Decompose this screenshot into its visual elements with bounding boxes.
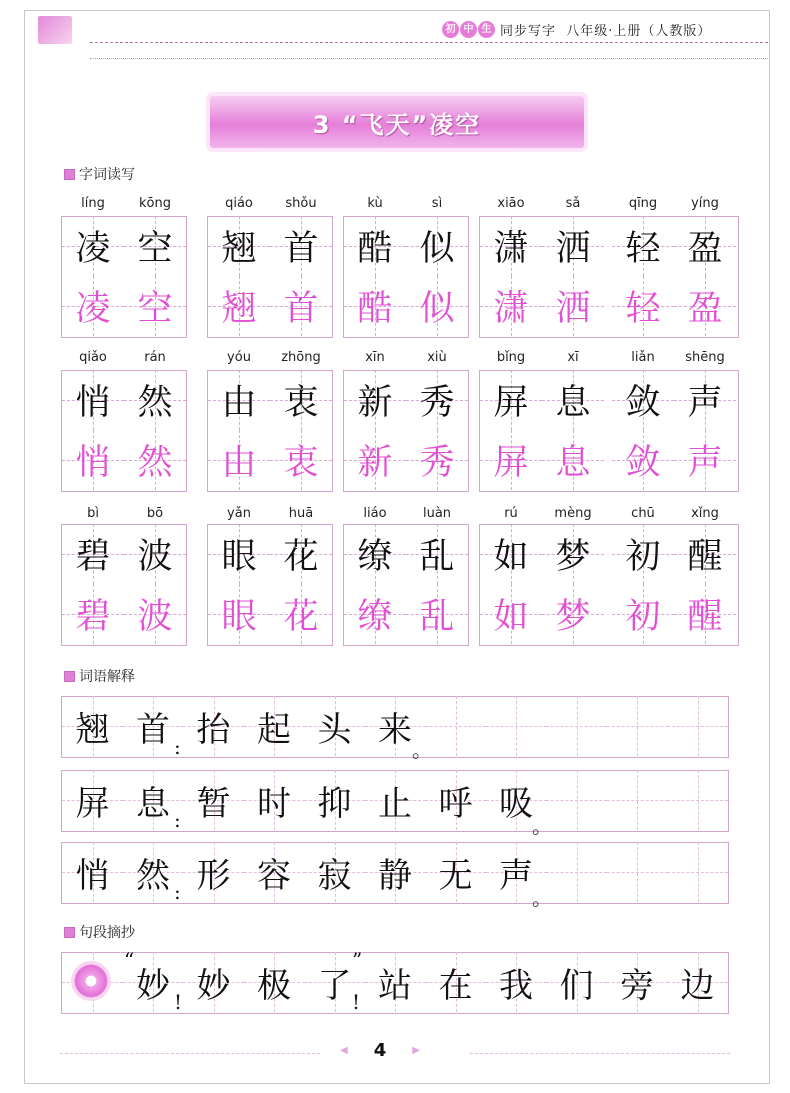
period-mark: 。 [532,886,552,910]
trace-character: 醒 [674,584,736,644]
square-bullet-icon [64,169,75,180]
explanation-cell: 时 [244,770,305,830]
model-character: 醒 [674,524,736,584]
flower-icon [71,961,111,1001]
header-divider [90,42,768,43]
period-mark: 。 [412,738,432,762]
model-character: 息 [542,370,604,430]
pinyin-label: kōng [139,196,171,211]
model-character: 空 [124,216,186,276]
section-explain: 词语解释 [64,666,135,686]
explanation-cell: 首 [123,696,184,756]
pinyin-label: qiǎo [79,350,107,365]
explanation-cell: 无 [425,842,486,902]
period-mark: 。 [532,814,552,838]
excerpt-cell: 们 [546,952,607,1012]
explanation-cell [486,696,547,756]
pinyin-label: kù [367,196,383,211]
model-character: 敛 [612,370,674,430]
trace-character: 潇 [480,276,542,336]
model-character: 初 [612,524,674,584]
pinyin-label: sì [431,196,443,211]
model-character: 洒 [542,216,604,276]
trace-character: 缭 [344,584,406,644]
pinyin-label: xiù [427,350,447,365]
model-character: 屏 [480,370,542,430]
trace-character: 如 [480,584,542,644]
pinyin-label: shǒu [285,196,317,211]
excerpt-cell: 旁 [607,952,668,1012]
trace-character: 首 [270,276,332,336]
trace-character: 似 [406,276,468,336]
excerpt-cell: 站 [365,952,426,1012]
model-character: 声 [674,370,736,430]
explanation-cell [607,842,668,902]
pinyin-label: xiāo [497,196,525,211]
model-character: 盈 [674,216,736,276]
trace-character: 梦 [542,584,604,644]
pinyin-label: bō [146,506,164,521]
explanation-cell: 容 [244,842,305,902]
trace-character: 酷 [344,276,406,336]
trace-character: 秀 [406,430,468,490]
explanation-cell: 形 [183,842,244,902]
model-character: 凌 [62,216,124,276]
model-character: 然 [124,370,186,430]
pinyin-label: yóu [227,350,251,365]
pinyin-label: qiáo [225,196,253,211]
pinyin-label: liáo [363,506,387,521]
pinyin-label: huā [288,506,314,521]
trace-character: 翘 [208,276,270,336]
trace-character: 敛 [612,430,674,490]
explanation-cell [607,770,668,830]
lesson-title: 3 “飞天”凌空 [312,110,482,139]
excerpt-cell: 了 [304,952,365,1012]
model-character: 酷 [344,216,406,276]
model-character: 由 [208,370,270,430]
explanation-cell: 呼 [425,770,486,830]
explanation-cell: 屏 [62,770,123,830]
pinyin-label: xīn [365,350,385,365]
model-character: 梦 [542,524,604,584]
trace-character: 波 [124,584,186,644]
excerpt-cell: 在 [425,952,486,1012]
explanation-cell [667,696,728,756]
trace-character: 凌 [62,276,124,336]
model-character: 花 [270,524,332,584]
excerpt-cell: 妙 [123,952,184,1012]
model-character: 翘 [208,216,270,276]
pinyin-label: luàn [422,506,452,521]
explanation-cell: 翘 [62,696,123,756]
explanation-cell: 寂 [304,842,365,902]
open-quote-mark: “ [124,948,135,972]
pinyin-label: mèng [554,506,592,521]
model-character: 新 [344,370,406,430]
trace-character: 衷 [270,430,332,490]
model-character: 乱 [406,524,468,584]
excerpt-cell: 妙 [183,952,244,1012]
model-character: 潇 [480,216,542,276]
explanation-cell: 暂 [183,770,244,830]
trace-character: 声 [674,430,736,490]
pinyin-label: chū [631,506,655,521]
lesson-title-banner [210,96,584,148]
excerpt-cell: 边 [667,952,728,1012]
explanation-cell [425,696,486,756]
model-character: 悄 [62,370,124,430]
explanation-cell: 止 [365,770,426,830]
trace-character: 由 [208,430,270,490]
explanation-cell [546,842,607,902]
colon-mark: : [174,735,181,759]
trace-character: 悄 [62,430,124,490]
pinyin-label: rú [504,506,518,521]
explanation-cell [546,696,607,756]
trace-character: 初 [612,584,674,644]
footer-divider-left [60,1053,320,1054]
header-text: 同步写字 八年级·上册（人教版） [500,23,712,39]
pinyin-label: bì [87,506,99,521]
pinyin-label: shēng [685,350,725,365]
trace-character: 洒 [542,276,604,336]
footer-divider-right [470,1053,730,1054]
pinyin-label: qīng [628,196,658,211]
exclamation-mark: ! [174,990,183,1014]
explanation-cell: 来 [365,696,426,756]
model-character: 秀 [406,370,468,430]
colon-mark: : [174,808,181,832]
trace-character: 碧 [62,584,124,644]
running-header [442,18,711,40]
trace-character: 花 [270,584,332,644]
explanation-cell [546,770,607,830]
excerpt-cell: 极 [244,952,305,1012]
model-character: 碧 [62,524,124,584]
pinyin-label: yǎn [227,506,251,521]
exclamation-mark: ! [352,990,361,1014]
explanation-cell: 然 [123,842,184,902]
model-character: 轻 [612,216,674,276]
pinyin-label: bǐng [496,350,526,365]
pinyin-label: xī [567,350,579,365]
model-character: 衷 [270,370,332,430]
trace-character: 空 [124,276,186,336]
pinyin-label: líng [81,196,105,211]
model-character: 似 [406,216,468,276]
pinyin-label: yíng [691,196,719,211]
pinyin-label: rán [144,350,166,365]
explanation-cell: 抑 [304,770,365,830]
series-logo: 初 中 生 [442,21,496,38]
header-divider-dotted [90,58,768,59]
trace-character: 盈 [674,276,736,336]
model-character: 眼 [208,524,270,584]
explanation-cell: 吸 [486,770,547,830]
trace-character: 新 [344,430,406,490]
square-bullet-icon [64,927,75,938]
pinyin-label: zhōng [281,350,321,365]
triangle-right-icon: ▶ [412,1045,420,1056]
trace-character: 乱 [406,584,468,644]
trace-character: 息 [542,430,604,490]
pinyin-label: sǎ [565,196,581,211]
trace-character: 眼 [208,584,270,644]
explanation-cell [607,696,668,756]
explanation-cell: 悄 [62,842,123,902]
explanation-cell: 起 [244,696,305,756]
explanation-cell [667,770,728,830]
page-footer [340,1040,420,1061]
model-character: 首 [270,216,332,276]
triangle-left-icon: ◀ [340,1045,348,1056]
pinyin-label: xǐng [691,506,719,521]
explanation-cell: 抬 [183,696,244,756]
explanation-cell: 息 [123,770,184,830]
trace-character: 然 [124,430,186,490]
trace-character: 轻 [612,276,674,336]
pinyin-label: liǎn [631,350,655,365]
section-words: 字词读写 [64,164,135,184]
model-character: 缭 [344,524,406,584]
model-character: 波 [124,524,186,584]
trace-character: 屏 [480,430,542,490]
colon-mark: : [174,880,181,904]
close-quote-mark: ” [352,948,363,972]
explanation-cell [667,842,728,902]
corner-decoration [38,16,72,44]
explanation-cell: 头 [304,696,365,756]
explanation-cell: 静 [365,842,426,902]
square-bullet-icon [64,671,75,682]
page-number: 4 [373,1040,387,1061]
section-excerpt: 句段摘抄 [64,922,135,942]
excerpt-cell: 我 [486,952,547,1012]
model-character: 如 [480,524,542,584]
explanation-cell: 声 [486,842,547,902]
